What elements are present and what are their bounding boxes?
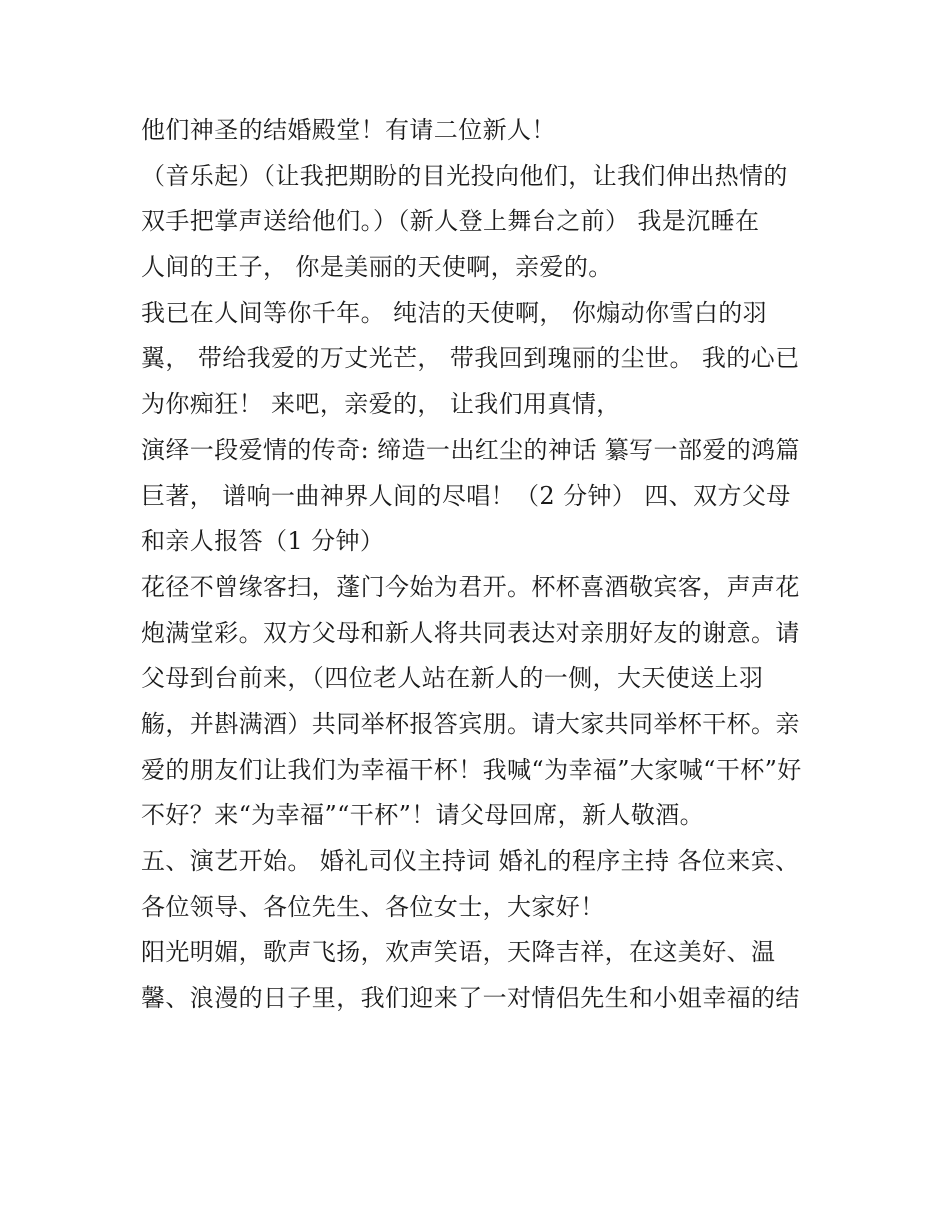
text-line: 为你痴狂！ 来吧，亲爱的， 让我们用真情， [141,390,621,419]
text-line: 五、演艺开始。 婚礼司仪主持词 婚礼的程序主持 各位来宾、 [141,847,800,875]
text-line: 翼， 带给我爱的万丈光芒， 带我回到瑰丽的尘世。 我的心已 [141,344,800,373]
text-line: 各位领导、各位先生、各位女士，大家好！ [141,892,605,921]
text-line: 馨、浪漫的日子里，我们迎来了一对情侣先生和小姐幸福的结 [141,984,800,1013]
text-line: 父母到台前来，（四位老人站在新人的一侧，大天使送上羽 [141,664,764,693]
text-line: 花径不曾缘客扫，蓬门今始为君开。杯杯喜酒敬宾客，声声花 [141,572,800,601]
text-line: 觞，并斟满酒）共同举杯报答宾朋。请大家共同举杯干杯。亲 [141,709,800,738]
text-line: 爱的朋友们让我们为幸福干杯！我喊“为幸福”大家喊“干杯”好 [141,755,802,784]
text-line: 他们神圣的结婚殿堂！有请二位新人！ [141,116,556,144]
text-line: 演绎一段爱情的传奇: 缔造一出红尘的神话 纂写一部爱的鸿篇 [141,435,800,464]
text-line: 和亲人报答（1 分钟） [141,527,385,556]
text-line: 双手把掌声送给他们。）（新人登上舞台之前） 我是沉睡在 [141,207,760,236]
text-line: 炮满堂彩。双方父母和新人将共同表达对亲朋好友的谢意。请 [141,618,800,647]
text-line: （音乐起）（让我把期盼的目光投向他们，让我们伸出热情的 [141,161,788,190]
text-line: 阳光明媚，歌声飞扬，欢声笑语，天降吉祥，在这美好、温 [141,938,776,967]
document-body [141,108,831,1022]
text-line: 巨著， 谱响一曲神界人间的尽唱！（2 分钟） 四、双方父母 [141,481,791,510]
text-line: 我已在人间等你千年。 纯洁的天使啊， 你煽动你雪白的羽 [141,298,768,327]
text-line: 不好？来“为幸福”“干杯”！请父母回席，新人敬酒。 [141,801,705,830]
text-line: 人间的王子， 你是美丽的天使啊，亲爱的。 [141,253,613,282]
